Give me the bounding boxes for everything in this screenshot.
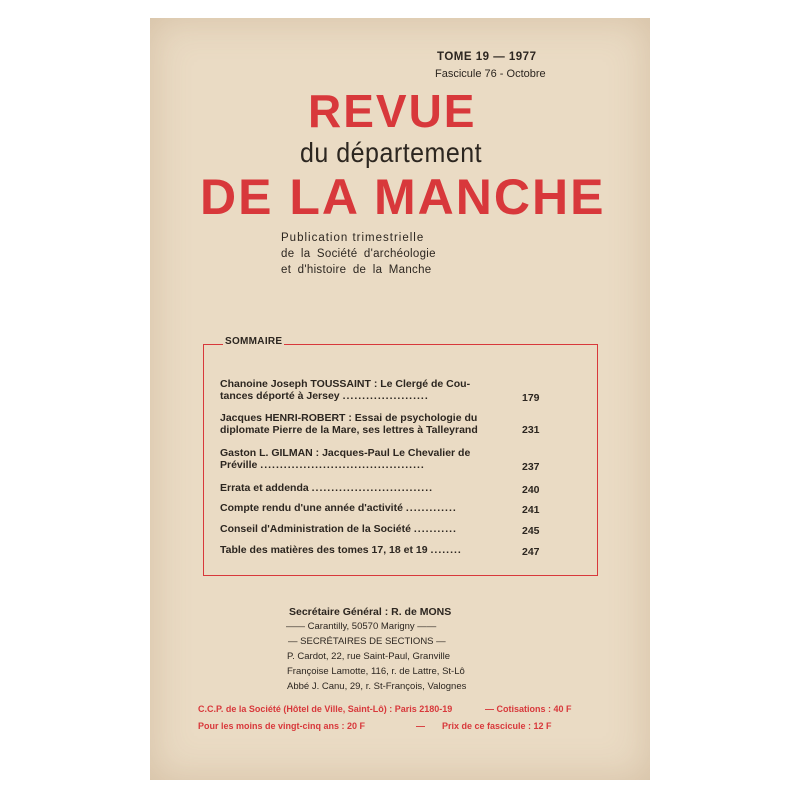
toc-leader-dots: ............. bbox=[405, 502, 457, 514]
toc-leader-dots: ............................... bbox=[311, 482, 434, 494]
toc-leader-dots: ........ bbox=[430, 544, 462, 556]
section-secretary: P. Cardot, 22, rue Saint-Paul, Granville bbox=[287, 651, 450, 662]
toc-entry bbox=[220, 482, 545, 494]
section-secretary: Abbé J. Canu, 29, r. St-François, Valognes bbox=[287, 681, 467, 692]
toc-page-number: 237 bbox=[522, 461, 540, 473]
toc-entry bbox=[220, 502, 545, 514]
toc-entry bbox=[220, 447, 545, 471]
toc-page-number: 231 bbox=[522, 424, 540, 436]
fascicule-info: Fascicule 76 - Octobre bbox=[435, 68, 546, 80]
publication-line-3: et d'histoire de la Manche bbox=[281, 264, 432, 276]
toc-entry-line: Gaston L. GILMAN : Jacques-Paul Le Chevalier de bbox=[220, 447, 471, 459]
toc-page-number: 241 bbox=[522, 504, 540, 516]
toc-entry-line: tances déporté à Jersey bbox=[220, 390, 340, 402]
secretaires-sections-title: — SECRÉTAIRES DE SECTIONS — bbox=[288, 636, 446, 647]
toc-entry-line: Conseil d'Administration de la Société bbox=[220, 523, 411, 535]
toc-entry bbox=[220, 523, 545, 535]
secretaire-general-address: —— Carantilly, 50570 Marigny —— bbox=[286, 621, 437, 632]
tome-number: TOME 19 — 1977 bbox=[437, 51, 537, 63]
toc-leader-dots: .......................................... bbox=[260, 459, 425, 471]
toc-page-number: 240 bbox=[522, 484, 540, 496]
publication-line-1: Publication trimestrielle bbox=[281, 232, 425, 244]
toc-entry-line: Jacques HENRI-ROBERT : Essai de psychologie du bbox=[220, 412, 478, 424]
toc-entry-line: Errata et addenda bbox=[220, 482, 309, 494]
toc-entry-line: Compte rendu d'une année d'activité bbox=[220, 502, 403, 514]
section-secretary: Françoise Lamotte, 116, r. de Lattre, St-Lô bbox=[287, 666, 465, 677]
title-revue: REVUE bbox=[308, 85, 477, 137]
toc-leader-dots: ...................... bbox=[342, 390, 429, 402]
toc-page-number: 179 bbox=[522, 392, 540, 404]
journal-cover bbox=[150, 18, 650, 780]
footer-under-25: Pour les moins de vingt-cinq ans : 20 F bbox=[198, 721, 366, 731]
footer-price: Prix de ce fascicule : 12 F bbox=[442, 721, 552, 731]
footer-ccp: C.C.P. de la Société (Hôtel de Ville, Saint-Lô) : Paris 2180-19 bbox=[198, 704, 453, 714]
rule: —— bbox=[286, 621, 305, 632]
toc-page-number: 245 bbox=[522, 525, 540, 537]
publication-line-2: de la Société d'archéologie bbox=[281, 248, 436, 260]
toc-leader-dots: ........... bbox=[413, 523, 457, 535]
rule: — bbox=[436, 636, 446, 647]
toc-entry bbox=[220, 378, 545, 402]
sommaire-label: SOMMAIRE bbox=[225, 336, 283, 347]
footer-separator: — bbox=[416, 721, 425, 731]
title-de-la-manche: DE LA MANCHE bbox=[200, 169, 606, 225]
toc-entry bbox=[220, 544, 545, 556]
toc-page-number: 247 bbox=[522, 546, 540, 558]
rule: —— bbox=[417, 621, 437, 632]
footer-cotisations: — Cotisations : 40 F bbox=[485, 704, 572, 714]
toc-entry-line: diplomate Pierre de la Mare, ses lettres à Talleyrand bbox=[220, 424, 478, 436]
toc-entry bbox=[220, 412, 545, 436]
secretaire-general: Secrétaire Général : R. de MONS bbox=[289, 606, 452, 618]
toc-entry-line: Préville bbox=[220, 459, 258, 471]
toc-entry-line: Table des matières des tomes 17, 18 et 19 bbox=[220, 544, 428, 556]
title-du-departement: du département bbox=[300, 138, 483, 169]
toc-entry-line: Chanoine Joseph TOUSSAINT : Le Clergé de Cou- bbox=[220, 378, 471, 390]
rule: — bbox=[288, 636, 298, 647]
